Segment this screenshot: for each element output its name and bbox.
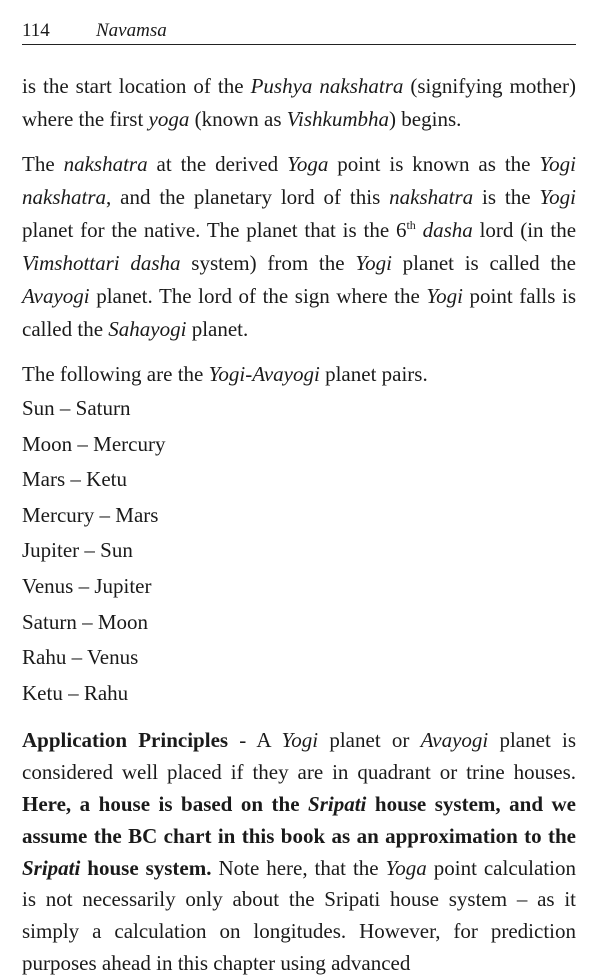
planet-pair: Mars – Ketu	[22, 467, 127, 492]
planet-pair: Saturn – Moon	[22, 609, 148, 634]
paragraph-pairs-intro: The following are the Yogi-Avayogi planet pairs.	[22, 362, 428, 386]
planet-pairs-list	[22, 391, 576, 711]
running-title: Navamsa	[96, 20, 167, 41]
planet-pair: Moon – Mercury	[22, 431, 166, 456]
planet-pair: Rahu – Venus	[22, 645, 139, 670]
planet-pair: Jupiter – Sun	[22, 538, 133, 563]
paragraph-yogi-definition: The nakshatra at the derived Yoga point is known as the Yogi nakshatra, and the planetary lord of this nakshatra is the Yogi planet for the native. The planet that is the 6th dasha lord (in the Vimshottari dasha system) from the Yogi planet is called the Avayogi planet. The lord of the sign where the Yogi point falls is called the Sahayogi planet.	[22, 152, 577, 341]
paragraph-pushya: is the start location of the Pushya nakshatra (signifying mother) where the first yoga (known as Vishkumbha) begins.	[22, 74, 576, 131]
planet-pair: Sun – Saturn	[22, 396, 131, 420]
planet-pair: Mercury – Mars	[22, 502, 159, 527]
paragraph-application-principles: Application Principles - A Yogi planet or Avayogi planet is considered well placed if they are in quadrant or trine houses. Here, a house is based on the Sripati house system, and we assume the BC chart in this book as an approximation to the Sripati house system. Note here, that the Yoga point calculation is not necessarily only about the Sripati house system – as it simply a calculation on longitudes. However, for prediction purposes ahead in this chapter using advanced	[22, 728, 576, 975]
planet-pair: Ketu – Rahu	[22, 680, 129, 705]
planet-pair: Venus – Jupiter	[22, 573, 152, 598]
running-header	[22, 14, 576, 45]
page-number: 114	[22, 20, 50, 41]
page-body	[22, 70, 576, 980]
